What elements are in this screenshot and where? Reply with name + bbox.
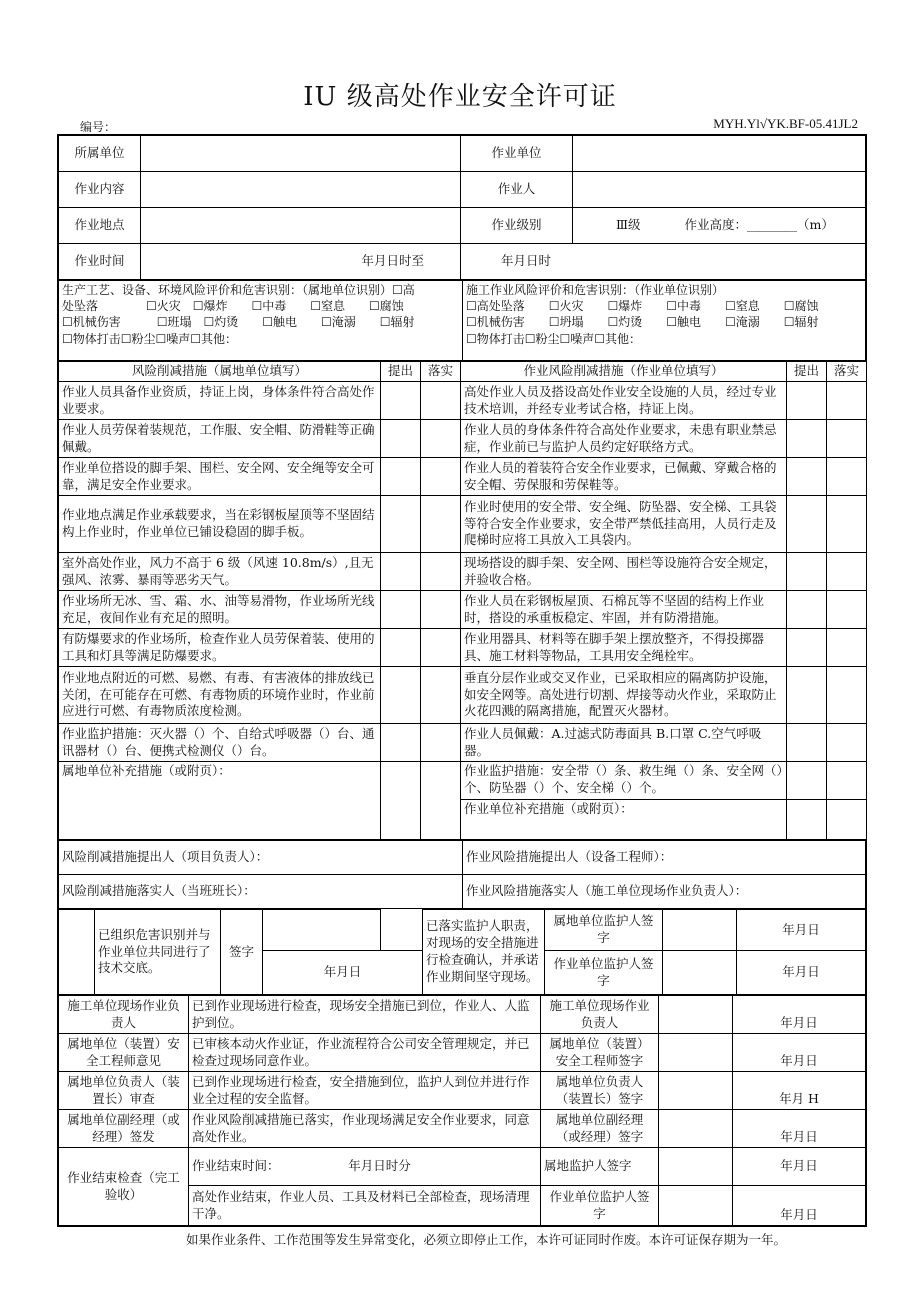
table-row xyxy=(59,553,867,591)
measure-left: 有防爆要求的作业场所，检查作业人员劳保着装、使用的工具和灯具等满足防爆要求。 xyxy=(59,629,381,667)
approval-sign-label: 属地单位副经理（或经理）签字 xyxy=(541,1110,659,1148)
location-field[interactable] xyxy=(141,208,461,244)
hazard-left-line4: ☐物体打击☐粉尘☐噪声☐其他： xyxy=(62,331,238,346)
approval-text: 已到作业现场进行检查，现场安全措施已到位，作业人、人监护到位。 xyxy=(189,996,541,1034)
table-row xyxy=(59,629,867,667)
right-implementer[interactable]: 作业风险措施落实人（施工单位现场作业负责人）： xyxy=(463,875,866,909)
implement-check[interactable] xyxy=(421,762,461,840)
unit-label: 所属单位 xyxy=(59,136,141,172)
closure-local-sign-label: 属地监护人签字 xyxy=(541,1148,659,1186)
local-guardian-date[interactable]: 年月日 xyxy=(737,910,866,951)
page-title: IU 级高处作业安全许可证 xyxy=(303,82,617,112)
hazard-table xyxy=(58,280,866,361)
level-field[interactable] xyxy=(573,208,866,244)
measure-left: 室外高处作业，风力不高于 6 级（风速 10.8m/s）,且无强风、浓雾、暴雨等恶劣天气。 xyxy=(59,553,381,591)
approval-date[interactable]: 年月日 xyxy=(733,1110,866,1148)
work-supplement[interactable]: 作业单位补充措施（或附页）： xyxy=(461,800,787,840)
measure-right: 作业人员佩戴：A.过滤式防毒面具 B.口罩 C.空气呼吸器。 xyxy=(461,724,787,762)
implement-check[interactable] xyxy=(827,420,867,458)
implement-check[interactable] xyxy=(421,420,461,458)
approval-sign-field[interactable] xyxy=(659,1072,733,1110)
propose-check[interactable] xyxy=(787,496,827,553)
briefing-text: 已组织危害识别并与作业单位共同进行了技术交底。 xyxy=(95,910,221,995)
approval-sign-field[interactable] xyxy=(659,1034,733,1072)
measure-right: 垂直分层作业或交叉作业，已采取相应的隔离防护设施，如安全网等。高处进行切割、焊接等动火作业，采取防止火花四溅的隔离措施，配置灭火器材。 xyxy=(461,667,787,724)
propose-check[interactable] xyxy=(787,800,827,840)
local-guardian-sign-label: 属地单位监护人签字 xyxy=(545,910,663,951)
time-from: 年月日时至 xyxy=(141,244,461,280)
approval-text: 已到作业现场进行检查，安全措施到位，监护人到位并进行作业全过程的安全监督。 xyxy=(189,1072,541,1110)
hazard-right-line4: ☐物体打击☐粉尘☐噪声☐其他： xyxy=(466,331,642,346)
blank-cell xyxy=(381,910,423,951)
hazard-right[interactable] xyxy=(463,281,866,361)
measure-left: 作业地点附近的可燃、易燃、有毒、有害液体的排放线已关闭，在可能存在可燃、有毒物质的环境作业时，作业前应进行可燃、有毒物质浓度检测。 xyxy=(59,667,381,724)
briefing-date[interactable]: 年月日 xyxy=(263,951,423,995)
signoff-table xyxy=(58,909,866,995)
hazard-right-line3: ☐机械伤害 ☐坍塌 ☐灼烫 ☐触电 ☐淹溺 ☐辐射 xyxy=(466,315,819,330)
time-to: 年月日时 xyxy=(461,244,866,280)
propose-check[interactable] xyxy=(381,420,421,458)
approval-label: 属地单位负责人（装置长）审查 xyxy=(59,1072,189,1110)
work-unit-label: 作业单位 xyxy=(461,136,573,172)
propose-check[interactable] xyxy=(787,458,827,496)
implement-check[interactable] xyxy=(421,629,461,667)
work-guardian-sign-label: 作业单位监护人签字 xyxy=(545,951,663,995)
propose-check[interactable] xyxy=(787,629,827,667)
measures-table xyxy=(58,361,867,840)
table-row xyxy=(59,1034,866,1072)
table-row xyxy=(59,382,867,420)
implement-check[interactable] xyxy=(827,553,867,591)
measure-right: 作业人员的身体条件符合高处作业要求，未患有职业禁忌症，作业前已与监护人员约定好联络方式。 xyxy=(461,420,787,458)
approval-text: 作业风险削减措施已落实，作业现场满足安全作业要求，同意高处作业。 xyxy=(189,1110,541,1148)
hazard-left-line2: 处坠落 ☐火灾 ☐爆炸 ☐中毒 ☐窒息 ☐腐蚀 xyxy=(62,299,404,314)
approval-sign-field[interactable] xyxy=(659,1110,733,1148)
closure-date-1[interactable]: 年月日 xyxy=(733,1148,866,1186)
measure-left: 作业人员劳保着装规范，工作服、安全帽、防滑鞋等正确佩戴。 xyxy=(59,420,381,458)
guardian-duty-text: 已落实监护人职责，对现场的安全措施进行检查确认，并承诺作业期间坚守现场。 xyxy=(423,910,545,995)
local-supplement[interactable]: 属地单位补充措施（或附页）： xyxy=(59,762,381,840)
propose-check[interactable] xyxy=(381,496,421,553)
left-proposer[interactable]: 风险削减措施提出人（项目负责人）： xyxy=(59,841,463,875)
local-guardian-sign-field[interactable] xyxy=(663,910,737,951)
implement-check[interactable] xyxy=(827,458,867,496)
propose-check[interactable] xyxy=(381,667,421,724)
closure-local-sign-field[interactable] xyxy=(659,1148,733,1186)
approval-sign-field[interactable] xyxy=(659,996,733,1034)
sign-label: 签字 xyxy=(221,910,263,995)
propose-check[interactable] xyxy=(381,382,421,420)
approval-sign-label: 施工单位现场作业负责人 xyxy=(541,996,659,1034)
measure-right: 作业人员在彩钢板屋顶、石棉瓦等不坚固的结构上作业时，搭设的承重板稳定、牢固，并有防滑措施。 xyxy=(461,591,787,629)
hazard-left-line3: ☐机械伤害 ☐班塌 ☐灼烫 ☐触电 ☐淹溺 ☐辐射 xyxy=(62,315,415,330)
implement-check[interactable] xyxy=(827,762,867,800)
approval-label: 属地单位（装置）安全工程师意见 xyxy=(59,1034,189,1072)
sign-field[interactable] xyxy=(263,910,381,951)
work-guardian-sign-field[interactable] xyxy=(663,951,737,995)
approval-sign-label: 属地单位（装置）安全工程师签字 xyxy=(541,1034,659,1072)
level-label: 作业级别 xyxy=(461,208,573,244)
propose-header-left: 提出 xyxy=(381,362,421,382)
table-row xyxy=(59,458,867,496)
permit-form xyxy=(57,134,867,1227)
propose-check[interactable] xyxy=(381,762,421,840)
work-monitor-measures: 作业监护措施：安全带（）条、救生绳（）条、安全网（）个、防坠器（）个、安全梯（）个。 xyxy=(461,762,787,800)
info-table xyxy=(58,135,866,280)
propose-check[interactable] xyxy=(787,667,827,724)
implement-check[interactable] xyxy=(421,553,461,591)
content-field[interactable] xyxy=(141,172,461,208)
measure-left: 作业人员具备作业资质，持证上岗，身体条件符合高处作业要求。 xyxy=(59,382,381,420)
closure-work-sign-label: 作业单位监护人签字 xyxy=(541,1186,659,1226)
measure-right: 作业用器具、材料等在脚手架上摆放整齐，不得投掷器具、施工材料等物品，工具用安全绳栓牢。 xyxy=(461,629,787,667)
implement-header-left: 落实 xyxy=(421,362,461,382)
doc-number: MYH.Yl√YK.BF-05.41JL2 xyxy=(713,116,858,131)
measure-right: 现场搭设的脚手架、安全网、围栏等设施符合安全规定，并验收合格。 xyxy=(461,553,787,591)
propose-check[interactable] xyxy=(787,591,827,629)
time-label: 作业时间 xyxy=(59,244,141,280)
measure-left: 作业单位搭设的脚手架、围栏、安全网、安全绳等安全可靠，满足安全作业要求。 xyxy=(59,458,381,496)
worker-label: 作业人 xyxy=(461,172,573,208)
left-implementer[interactable]: 风险削减措施落实人（当班班长）： xyxy=(59,875,463,909)
blank-cell xyxy=(59,910,95,995)
closure-label: 作业结束检查（完工验收） xyxy=(59,1148,189,1226)
closure-check-text: 高处作业结束，作业人员、工具及材料已全部检查，现场清理干净。 xyxy=(189,1186,541,1226)
implement-check[interactable] xyxy=(421,496,461,553)
table-row xyxy=(59,1110,866,1148)
table-row xyxy=(59,724,867,762)
table-row xyxy=(59,496,867,553)
implement-check[interactable] xyxy=(827,591,867,629)
footer-note: 如果作业条件、工作范围等发生异常变化，必须立即停止工作，本许可证同时作废。本许可证保存期为一年。 xyxy=(186,1232,787,1247)
closure-end-time[interactable]: 作业结束时间： 年月日时分 xyxy=(189,1148,541,1186)
hazard-right-line2: ☐高处坠落 ☐火灾 ☐爆炸 ☐中毒 ☐窒息 ☐腐蚀 xyxy=(466,299,819,314)
implement-check[interactable] xyxy=(421,382,461,420)
implement-check[interactable] xyxy=(827,382,867,420)
measure-left: 作业场所无冰、雪、霜、水、油等易滑物，作业场所光线充足，夜间作业有充足的照明。 xyxy=(59,591,381,629)
implement-header-right: 落实 xyxy=(827,362,867,382)
measure-right: 作业时使用的安全带、安全绳、防坠器、安全梯、工具袋等符合安全作业要求，安全带严禁低挂高用，人员行走及爬梯时应将工具放入工具袋内。 xyxy=(461,496,787,553)
closure-work-sign-field[interactable] xyxy=(659,1186,733,1226)
propose-header-right: 提出 xyxy=(787,362,827,382)
measures-right-header: 作业风险削减措施（作业单位填写） xyxy=(461,362,787,382)
table-row xyxy=(59,1072,866,1110)
responsible-table xyxy=(58,840,866,909)
content-label: 作业内容 xyxy=(59,172,141,208)
approval-date[interactable]: 年月日 xyxy=(733,1034,866,1072)
closure-date-2[interactable]: 年月日 xyxy=(733,1186,866,1226)
table-row xyxy=(59,996,866,1034)
implement-check[interactable] xyxy=(827,496,867,553)
height-label: 作业高度：________（m） xyxy=(684,217,834,233)
approval-label: 施工单位现场作业负责人 xyxy=(59,996,189,1034)
propose-check[interactable] xyxy=(381,629,421,667)
implement-check[interactable] xyxy=(827,667,867,724)
approval-text: 已审核本动火作业证，作业流程符合公司安全管理规定，并已检查过现场同意作业。 xyxy=(189,1034,541,1072)
doc-number-label: 编号： xyxy=(80,120,117,134)
work-unit-field[interactable] xyxy=(573,136,866,172)
implement-check[interactable] xyxy=(827,724,867,762)
approval-date[interactable]: 年月 H xyxy=(733,1072,866,1110)
approval-date[interactable]: 年月日 xyxy=(733,996,866,1034)
propose-check[interactable] xyxy=(381,591,421,629)
implement-check[interactable] xyxy=(421,458,461,496)
propose-check[interactable] xyxy=(787,382,827,420)
worker-field[interactable] xyxy=(573,172,866,208)
measure-right: 高处作业人员及搭设高处作业安全设施的人员，经过专业技术培训，并经专业考试合格，持证上岗。 xyxy=(461,382,787,420)
measure-left: 作业地点满足作业承载要求，当在彩钢板屋顶等不坚固结构上作业时，作业单位已铺设稳固的脚手板。 xyxy=(59,496,381,553)
measure-right: 作业人员的着装符合安全作业要求，已佩戴、穿戴合格的安全帽、劳保服和劳保鞋等。 xyxy=(461,458,787,496)
table-row xyxy=(59,667,867,724)
approval-sign-label: 属地单位负责人（装置长）签字 xyxy=(541,1072,659,1110)
level-value: Ⅲ级 xyxy=(616,217,641,233)
implement-check[interactable] xyxy=(421,591,461,629)
approval-label: 属地单位副经理（或经理）签发 xyxy=(59,1110,189,1148)
table-row xyxy=(59,591,867,629)
implement-check[interactable] xyxy=(421,667,461,724)
hazard-right-line1: 施工作业风险评价和危害识别：（作业单位识别） xyxy=(466,283,725,297)
location-label: 作业地点 xyxy=(59,208,141,244)
implement-check[interactable] xyxy=(827,629,867,667)
implement-check[interactable] xyxy=(827,800,867,840)
propose-check[interactable] xyxy=(787,553,827,591)
measures-left-header: 风险削减措施（属地单位填写） xyxy=(59,362,381,382)
propose-check[interactable] xyxy=(787,762,827,800)
implement-check[interactable] xyxy=(421,724,461,762)
measure-left: 作业监护措施：灭火器（）个、自给式呼吸器（）台、通讯器材（）台、便携式检测仪（）台。 xyxy=(59,724,381,762)
propose-check[interactable] xyxy=(381,724,421,762)
propose-check[interactable] xyxy=(381,553,421,591)
unit-field[interactable] xyxy=(141,136,461,172)
work-guardian-date[interactable]: 年月日 xyxy=(737,951,866,995)
right-proposer[interactable]: 作业风险措施提出人（设备工程师）： xyxy=(463,841,866,875)
propose-check[interactable] xyxy=(381,458,421,496)
table-row xyxy=(59,420,867,458)
propose-check[interactable] xyxy=(787,724,827,762)
approval-table xyxy=(58,995,866,1226)
hazard-left[interactable] xyxy=(59,281,463,361)
propose-check[interactable] xyxy=(787,420,827,458)
hazard-left-line1: 生产工艺、设备、环境风险评价和危害识别：（属地单位识别）☐高 xyxy=(62,283,415,297)
